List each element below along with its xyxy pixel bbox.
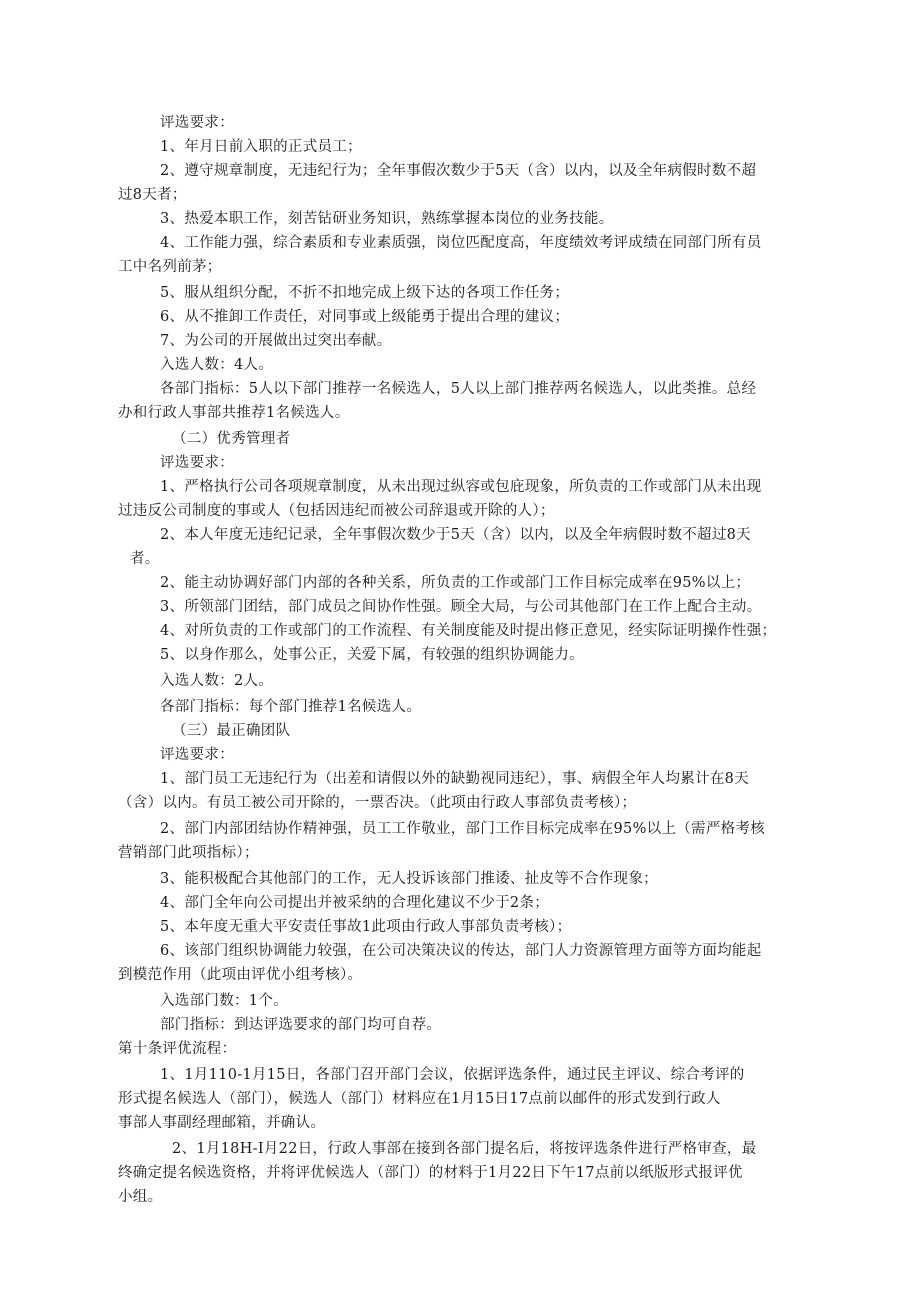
text-line: 3、能积极配合其他部门的工作，无人投诉该部门推诿、扯皮等不合作现象； (160, 871, 658, 887)
text-line: 评选要求： (160, 747, 234, 763)
text-line: 过8天者； (118, 187, 187, 203)
text-line: 评选要求： (160, 115, 234, 131)
text-line: 2、1月18H-I月22日，行政人事部在接到各部门提名后，将按评选条件进行严格审查，最 (172, 1141, 757, 1157)
text-line: 工中名列前茅； (118, 259, 222, 275)
section-heading: （二）优秀管理者 (172, 431, 291, 447)
text-line: 1、年月日前入职的正式员工； (160, 139, 362, 155)
section-heading: （三）最正确团队 (172, 723, 291, 739)
text-line: 4、部门全年向公司提出并被采纳的合理化建议不少于2条； (160, 895, 550, 911)
text-line: 1、严格执行公司各项规章制度，从未出现过纵容或包庇现象，所负责的工作或部门从未出现 (160, 479, 762, 495)
text-line: 3、所领部门团结，部门成员之间协作性强。顾全大局，与公司其他部门在工作上配合主动。 (160, 599, 762, 615)
text-line: 形式提名候选人（部门），候选人（部门）材料应在1月15日17点前以邮件的形式发到行政人 (118, 1091, 721, 1107)
text-line: 5、本年度无重大平安责任事故1此项由行政人事部负责考核）； (160, 919, 572, 935)
text-line: 小组。 (118, 1189, 163, 1205)
text-line: 4、对所负责的工作或部门的工作流程、有关制度能及时提出修正意见，经实际证明操作性强； (160, 623, 777, 639)
text-line: 3、热爱本职工作，刻苦钻研业务知识，熟练掌握本岗位的业务技能。 (160, 211, 614, 227)
text-line: 1、1月110-1月15日，各部门召开部门会议，依据评选条件，通过民主评议、综合考评的 (160, 1067, 745, 1083)
text-line: 终确定提名候选资格，并将评优候选人（部门）的材料于1月22日下午17点前以纸版形式报评优 (118, 1165, 743, 1181)
text-line: （含）以内。有员工被公司开除的，一票否决。（此项由行政人事部负责考核）； (118, 795, 637, 811)
text-line: 到模范作用（此项由评优小组考核）。 (118, 967, 363, 983)
section-heading: 第十条评优流程： (118, 1041, 237, 1057)
text-line: 2、部门内部团结协作精神强，员工工作敬业，部门工作目标完成率在95%以上（需严格考核 (160, 821, 766, 837)
text-line: 6、该部门组织协调能力较强，在公司决策决议的传达，部门人力资源管理方面等方面均能起 (160, 943, 762, 959)
text-line: 5、以身作那么，处事公正，关爱下属，有较强的组织协调能力。 (160, 647, 584, 663)
text-line: 者。 (130, 551, 160, 567)
text-line: 2、能主动协调好部门内部的各种关系，所负责的工作或部门工作目标完成率在95%以上； (160, 575, 751, 591)
text-line: 1、部门员工无违纪行为（出差和请假以外的缺勤视同违纪），事、病假全年人均累计在8天 (160, 771, 749, 787)
text-line: 5、服从组织分配，不折不扣地完成上级下达的各项工作任务； (160, 285, 570, 301)
text-line: 6、从不推卸工作责任，对同事或上级能勇于提出合理的建议； (160, 309, 570, 325)
text-line: 营销部门此项指标）； (118, 845, 259, 861)
text-line: 7、为公司的开展做出过突出奉献。 (160, 333, 392, 349)
text-line: 4、工作能力强，综合素质和专业素质强，岗位匹配度高，年度绩效考评成绩在同部门所有员 (160, 235, 762, 251)
text-line: 2、本人年度无违纪记录，全年事假次数少于5天（含）以内，以及全年病假时数不超过8天 (160, 527, 751, 543)
text-line: 部门指标：到达评选要求的部门均可自荐。 (160, 1017, 442, 1033)
text-line: 办和行政人事部共推荐1名候选人。 (118, 405, 350, 421)
text-line: 评选要求： (160, 455, 234, 471)
text-line: 入选人数：2人。 (160, 673, 274, 689)
text-line: 过违反公司制度的事或人（包括因违纪而被公司辞退或开除的人）； (118, 503, 555, 519)
text-line: 入选部门数：1个。 (160, 993, 288, 1009)
text-line: 2、遵守规章制度，无违纪行为；全年事假次数少于5天（含）以内，以及全年病假时数不超 (160, 163, 757, 179)
text-line: 各部门指标：5人以下部门推荐一名候选人，5人以上部门推荐两名候选人，以此类推。总经 (160, 381, 757, 397)
text-line: 事部人事副经理邮箱，并确认。 (118, 1115, 326, 1131)
text-line: 各部门指标：每个部门推荐1名候选人。 (160, 699, 422, 715)
text-line: 入选人数：4人。 (160, 357, 274, 373)
